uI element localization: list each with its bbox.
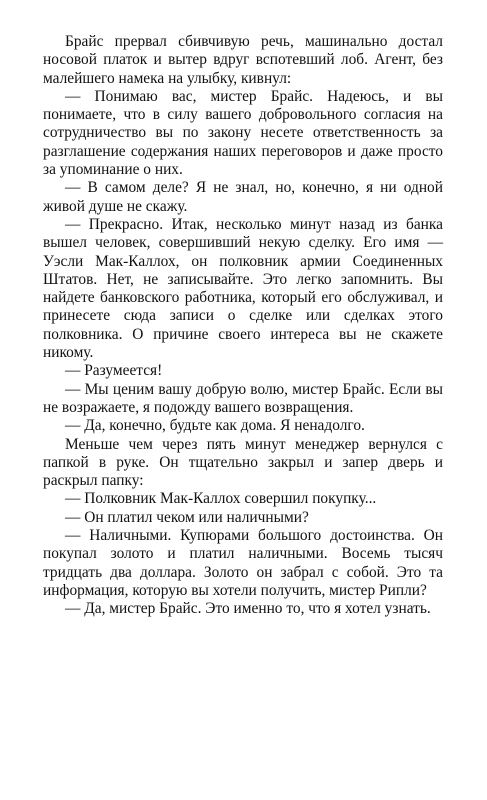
paragraph-dialogue: — Да, конечно, будьте как дома. Я ненадолго.: [65, 417, 365, 435]
body-text: [43, 33, 443, 619]
paragraph-dialogue: — Прекрасно. Итак, несколько минут назад из банка вышел человек, совершивший некую сделку. Его имя — Уэсли Мак-Каллох, он полковник армии Соединенных Штатов. Нет, не записывайте. Это легко запомнить. Вы найдете банковского работника, который его обслуживал, и принесете сюда записи о сделке или сделках этого полковника. О причине своего интереса вы не скажете никому.: [43, 215, 443, 362]
paragraph-dialogue: — В самом деле? Я не знал, но, конечно, я ни одной живой душе не скажу.: [43, 179, 443, 215]
paragraph-dialogue: — Полковник Мак-Каллох совершил покупку...: [65, 490, 377, 508]
paragraph-dialogue: — Да, мистер Брайс. Это именно то, что я хотел узнать.: [65, 600, 431, 618]
paragraph-dialogue: — Наличными. Купюрами большого достоинства. Он покупал золото и платил наличными. Восемь тысяч тридцать два доллара. Золото он забрал с собой. Это та информация, которую вы хотели получить, мистер Рипли?: [43, 527, 443, 599]
paragraph-narration: Меньше чем через пять минут менеджер вернулся с папкой в руке. Он тщательно закрыл и запер дверь и раскрыл папку:: [43, 435, 443, 490]
paragraph-dialogue: — Мы ценим вашу добрую волю, мистер Брайс. Если вы не возражаете, я подожду вашего возвращения.: [43, 380, 443, 416]
paragraph-dialogue: — Понимаю вас, мистер Брайс. Надеюсь, и вы понимаете, что в силу вашего добровольного согласия на сотрудничество вы по закону несете ответственность за разглашение содержания наших переговоров и даже просто за упоминание о них.: [43, 87, 443, 179]
paragraph-narration: Брайс прервал сбивчивую речь, машинально достал носовой платок и вытер вдруг вспотевший лоб. Агент, без малейшего намека на улыбку, кивнул:: [43, 33, 443, 87]
paragraph-dialogue: — Разумеется!: [65, 362, 163, 380]
paragraph-dialogue: — Он платил чеком или наличными?: [65, 508, 309, 526]
